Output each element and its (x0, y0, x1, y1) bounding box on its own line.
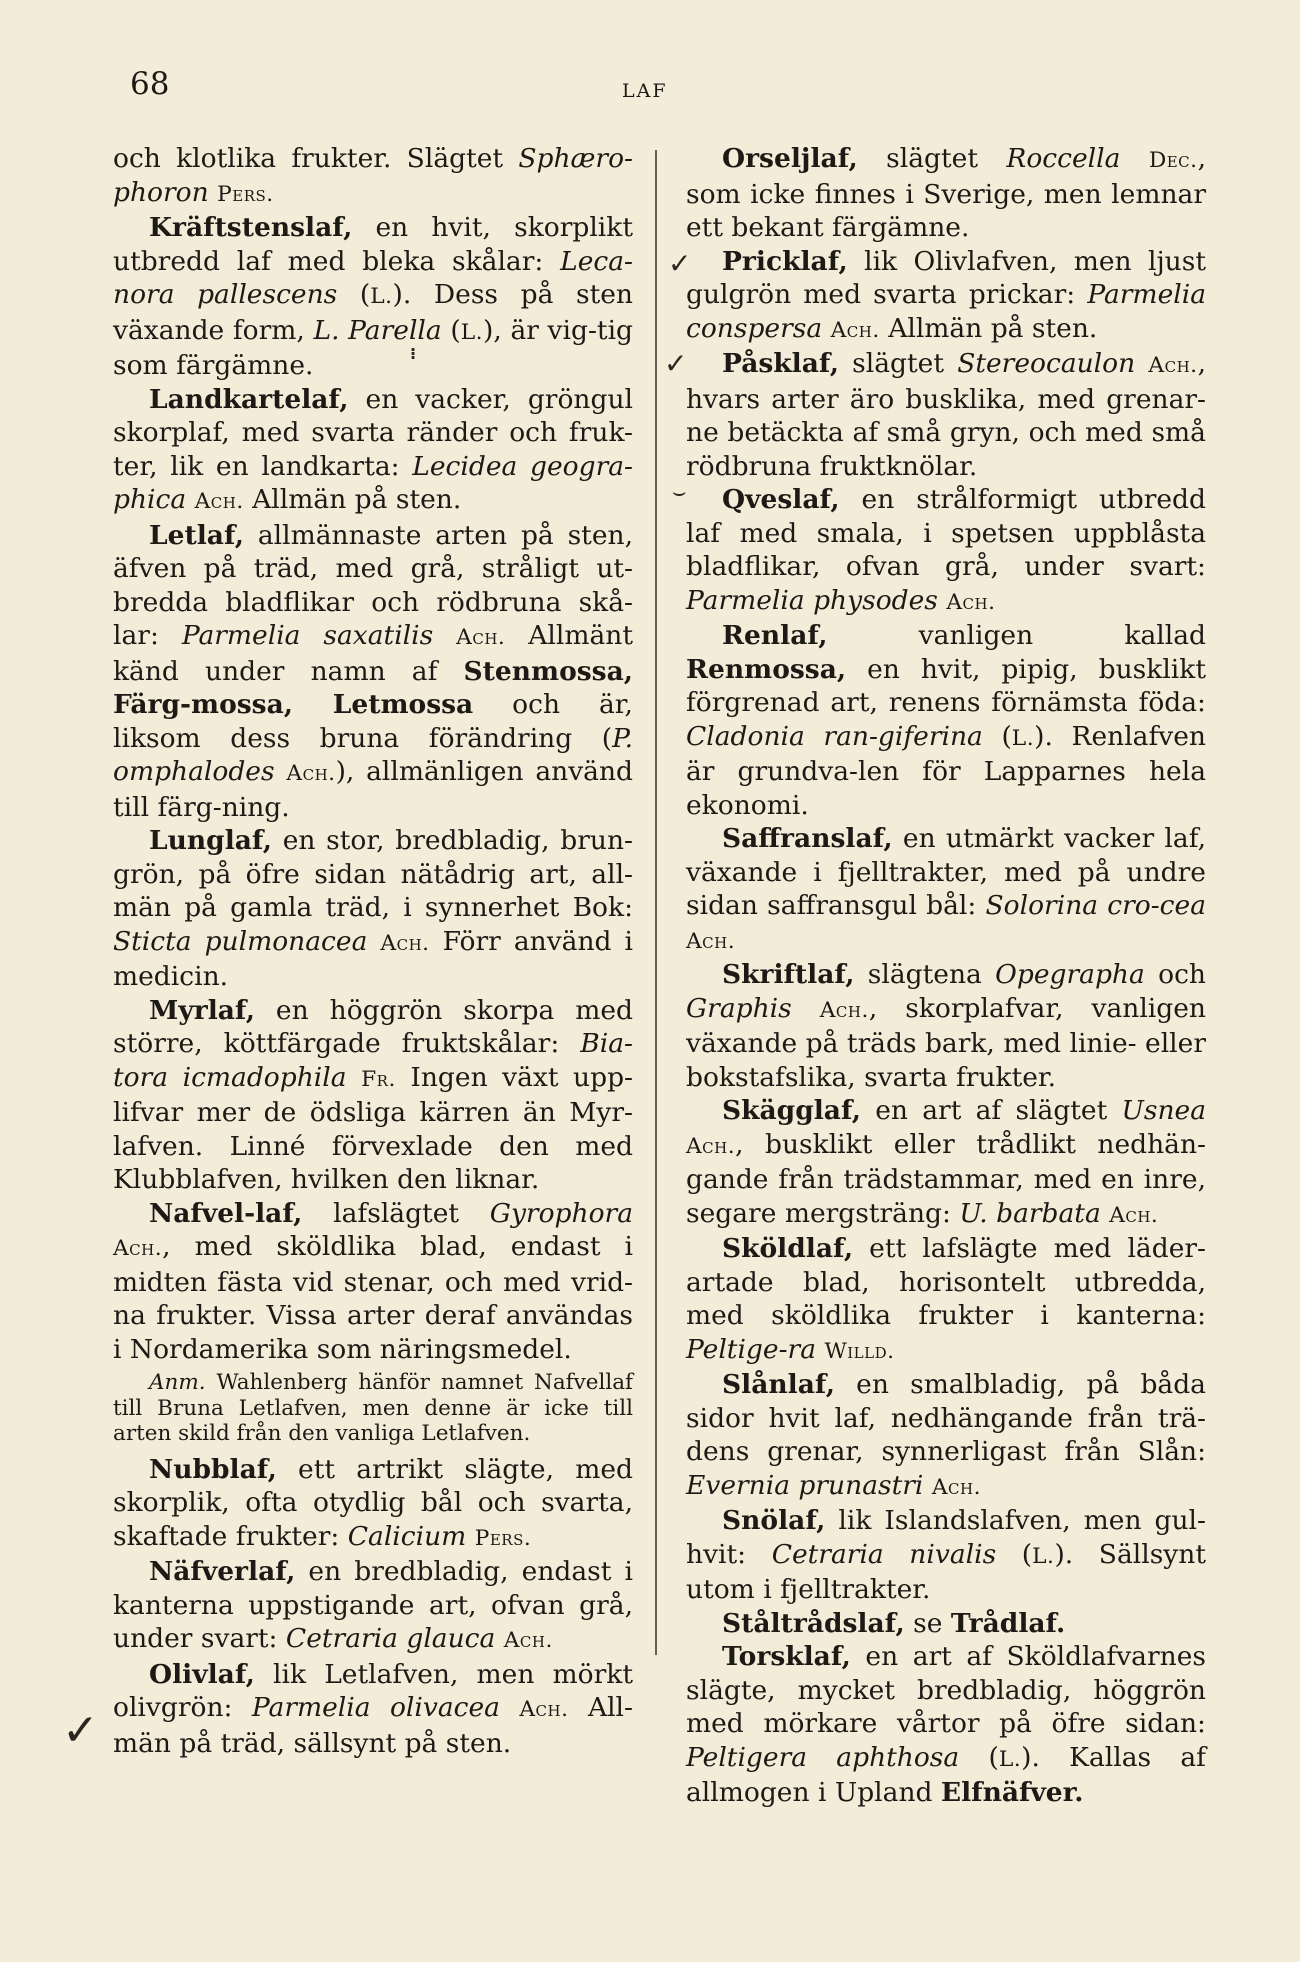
entry-text: ( (337, 279, 371, 310)
author-abbrev: Ach. (931, 1474, 981, 1500)
entry-text: All-män på träd, sällsynt på sten. (113, 1692, 633, 1759)
dictionary-entry (686, 1232, 1206, 1368)
entry-text: ). Kallas af allmogen i Upland (686, 1741, 1206, 1808)
headword: Påsklaf, (722, 348, 839, 379)
species-name: Cladonia ran-giferina (686, 720, 983, 752)
entry-text (495, 1623, 503, 1654)
author-abbrev: Ach. (1109, 1202, 1159, 1228)
headword: Snölaf, (722, 1505, 826, 1536)
dictionary-entry (686, 1094, 1206, 1232)
headword: Renlaf, (722, 620, 828, 651)
entry-text: lik Olivlafven, men ljust gulgrön med svarta prickar: (686, 245, 1206, 310)
headword: Myrlaf, (149, 994, 255, 1026)
entry-text (822, 313, 830, 344)
entry-text: ). Dess på sten växande form, (113, 279, 633, 346)
entry-text (209, 177, 217, 208)
author-abbrev: L. (1032, 1543, 1055, 1569)
entry-text: en utmärkt vacker laf, växande i fjelltrakter, med på undre sidan saffransgul bål: (686, 823, 1206, 921)
author-abbrev: Ach. (1148, 353, 1198, 378)
pen-mark-icon: ⌣ (672, 480, 687, 505)
author-abbrev: L. (1011, 725, 1035, 751)
entry-text: ). Sällsynt utom i fjelltrakter. (686, 1538, 1206, 1605)
entry-text: , som icke finnes i Sverige, men lemnar ett bekant färgämne. (686, 143, 1206, 243)
species-name: Gyrophora (489, 1197, 633, 1229)
author-abbrev: Willd. (824, 1338, 895, 1364)
headword: Slånlaf, (722, 1369, 835, 1400)
entry-text: och (1144, 959, 1206, 990)
entry-text: slägtena (854, 959, 996, 990)
entry-text (923, 1470, 931, 1501)
species-name: Cetraria glauca (285, 1623, 496, 1654)
entry-text: en bredbladig, endast i kanterna uppstigande art, ofvan grå, under svart: (113, 1556, 633, 1654)
entry-text: lik Islandslafven, men gul-hvit: (686, 1505, 1206, 1570)
entry-text: Förr använd i medicin. (113, 925, 633, 992)
headword: Olivlaf, (149, 1658, 255, 1690)
author-abbrev: Ach. (686, 1133, 736, 1159)
entry-text: Allmän på sten. (879, 312, 1098, 344)
entry-text: en art af slägtet (861, 1095, 1122, 1126)
species-name: Peltigera aphthosa (686, 1741, 960, 1773)
dictionary-entry (113, 994, 633, 1197)
checkmark-icon: ✓ (668, 247, 692, 280)
headword: Lunglaf, (149, 825, 272, 856)
entry-text: lik Letlafven, men mörkt olivgrön: (113, 1658, 633, 1723)
headword: Kräftstenslaf, (149, 212, 353, 243)
entry-text: Allmän på sten. (243, 484, 462, 515)
entry-text: Allmänt känd under namn af (113, 620, 633, 687)
entry-text: en höggrön skorpa med större, köttfärgade fruktskålar: (113, 994, 633, 1059)
species-name: Leca-nora pallescens (113, 245, 633, 310)
entry-text: en art af Sköldlafvarnes slägte, mycket bredbladig, höggrön med mörkare vårtor på öfre sidan: (686, 1641, 1206, 1739)
headword: Trådlaf. (950, 1607, 1066, 1639)
dictionary-entry (686, 1504, 1206, 1607)
dictionary-entry (686, 822, 1206, 958)
headword: Stenmossa, Färg-mossa, Letmossa (113, 655, 633, 720)
dictionary-entry (686, 1368, 1206, 1504)
annotation (113, 1370, 633, 1447)
entry-text (433, 620, 456, 651)
species-name: Calicium (347, 1520, 467, 1552)
headword: Nubblaf, (149, 1453, 277, 1485)
entry-text (1120, 143, 1148, 174)
entry-text: ( (996, 1538, 1033, 1570)
dictionary-entry (686, 347, 1206, 483)
species-name: Evernia prunastri (686, 1469, 924, 1501)
author-abbrev: Pers. (474, 1525, 532, 1551)
dictionary-entry (686, 958, 1206, 1094)
species-name: Sphæro-phoron (113, 143, 633, 208)
author-abbrev: Dec. (1148, 148, 1198, 173)
entry-text (1101, 1198, 1109, 1229)
author-abbrev: Ach. (819, 997, 869, 1023)
entry-text: ett artrikt slägte, med skorplik, ofta otydlig bål och svarta, skaftade frukter: (113, 1453, 633, 1552)
species-name: Usnea (1121, 1095, 1206, 1126)
entry-text: ( (982, 720, 1012, 752)
author-abbrev: Fr. (361, 1066, 396, 1092)
entry-text: en stor, bredbladig, brun-grön, på öfre sidan nätådrig art, all-män på gamla träd, i synnerhet Bok: (113, 825, 633, 923)
species-name: U. barbata (959, 1197, 1101, 1229)
species-name: L. Parella (313, 314, 442, 346)
author-abbrev: Ach. (946, 589, 996, 615)
entry-text: , hvars arter äro busklika, med grenar-ne betäckta af små gryn, och med små rödbruna fruktknölar. (686, 348, 1206, 482)
entry-text (466, 1521, 474, 1552)
entry-text: ( (959, 1741, 999, 1773)
author-abbrev: Ach. (380, 930, 430, 956)
entry-text (275, 756, 287, 787)
species-name: Parmelia physodes (686, 584, 938, 616)
entry-text (500, 1692, 519, 1723)
entry-text: ). Renlafven är grundva-len för Lapparnes hela ekonomi. (686, 720, 1206, 821)
author-abbrev: Ach. (503, 1628, 553, 1653)
headword: Elfnäfver. (940, 1777, 1084, 1808)
headword: Saffranslaf, (722, 823, 893, 854)
dictionary-entry (113, 1197, 633, 1367)
entry-text: en hvit, skorplikt utbredd laf med bleka skålar: (113, 212, 633, 277)
author-abbrev: Ach. (686, 928, 736, 954)
running-head: LAF (622, 80, 668, 102)
headword: Orseljlaf, (722, 143, 858, 174)
headword: Sköldlaf, (722, 1233, 854, 1264)
entry-text: ( (441, 314, 461, 346)
entry-text (347, 1062, 362, 1093)
dictionary-entry (686, 245, 1206, 348)
headword: Landkartelaf, (149, 383, 349, 415)
entry-text: allmännaste arten på sten, äfven på träd, med grå, stråligt ut-bredda bladflikar och rödbruna skå-lar: (113, 519, 633, 651)
dictionary-entry (113, 824, 633, 994)
entry-text: och är, liksom dess bruna förändring ( (113, 689, 633, 754)
entry-text: ), är vig-tig som färgämne. (113, 314, 634, 381)
species-name: Cetraria nivalis (771, 1538, 997, 1570)
species-name: Lecidea geogra-phica (113, 450, 634, 515)
entry-text: ett lafslägte med läder-artade blad, horisontelt utbredda, med sköldlika frukter i kanterna: (686, 1233, 1206, 1331)
entry-text: ), allmänligen använd till färg-ning. (113, 756, 633, 823)
dictionary-entry (686, 142, 1206, 245)
species-name: Roccella (1006, 143, 1121, 174)
author-abbrev: Ach. (286, 761, 336, 786)
entry-text: Wahlenberg hänför namnet Nafvellaf till Bruna Letlafven, men denne är icke till arten skild från den vanliga Letlafven. (113, 1370, 633, 1446)
species-name: Opegrapha (995, 959, 1145, 990)
species-name: Parmelia conspersa (686, 279, 1206, 344)
author-abbrev: Ach. (519, 1697, 569, 1722)
author-abbrev: Pers. (217, 181, 274, 207)
entry-text: och klotlika frukter. Slägtet (113, 143, 519, 174)
species-name: Stereocaulon (957, 348, 1136, 379)
dictionary-entry (686, 1640, 1206, 1810)
entry-text: , skorplafvar, vanligen växande på träds bark, med linie- eller bokstafslika, svarta frukter. (686, 992, 1207, 1093)
headword: Ståltrådslaf, (722, 1607, 905, 1639)
entry-text: Ingen växt upp-lifvar mer de ödsliga kärren än Myr-lafven. Linné förvexlade den med Klubblafven, hvilken den liknar. (113, 1061, 633, 1195)
left-column (113, 142, 633, 1760)
author-abbrev: Ach. (113, 1236, 163, 1261)
checkmark-icon: ✓ (62, 1705, 99, 1756)
species-name: Parmelia saxatilis (181, 620, 434, 651)
dictionary-entry (686, 1607, 1206, 1641)
page-number: 68 (130, 66, 170, 102)
author-abbrev: L. (998, 1746, 1022, 1772)
dictionary-entry (113, 1658, 633, 1761)
entry-text: slägtet (838, 348, 958, 379)
author-abbrev: Ach. (456, 625, 506, 650)
author-abbrev: Ach. (194, 489, 244, 514)
headword: Näfverlaf, (149, 1556, 296, 1587)
entry-text: , busklikt eller trådlikt nedhän-gande från trädstammar, med en inre, segare mergsträng: (686, 1128, 1206, 1229)
headword: Qveslaf, (722, 484, 840, 515)
author-abbrev: Ach. (830, 317, 880, 343)
species-name: Peltige-ra (686, 1333, 816, 1365)
species-name: Solorina cro-cea (985, 890, 1206, 921)
headword: Skägglaf, (722, 1095, 862, 1126)
entry-text: slägtet (857, 143, 1007, 174)
dictionary-entry (686, 483, 1206, 619)
headword: Letlaf, (149, 519, 245, 551)
species-name: Sticta pulmonacea (113, 925, 368, 957)
entry-text (792, 993, 820, 1024)
species-name: Parmelia olivacea (251, 1692, 500, 1723)
right-column (686, 142, 1206, 1810)
headword: Skriftlaf, (722, 959, 855, 990)
headword: Nafvel-laf, (149, 1197, 303, 1229)
entry-text: en strålformigt utbredd laf med smala, i spetsen uppblåsta bladflikar, ofvan grå, under svart: (686, 484, 1206, 582)
species-name: Anm. (149, 1370, 206, 1395)
entry-text (186, 484, 194, 515)
entry-text: en hvit, pipig, busklikt förgrenad art, renens förnämsta föda: (686, 653, 1206, 718)
column-divider (655, 150, 657, 1655)
headword: Renmossa, (686, 653, 847, 685)
author-abbrev: L. (460, 319, 484, 345)
author-abbrev: L. (370, 284, 393, 309)
species-name: Bia-tora icmadophila (113, 1028, 633, 1093)
entry-text: se (904, 1607, 951, 1639)
entry-text: vanligen kallad (827, 620, 1206, 651)
dictionary-entry (113, 211, 633, 383)
species-name: Graphis (686, 992, 792, 1024)
species-name: P. omphalodes (113, 722, 633, 787)
checkmark-icon: ✓ (664, 347, 688, 380)
entry-text (367, 926, 380, 957)
dictionary-entry (113, 383, 633, 519)
dictionary-entry (686, 619, 1206, 822)
dictionary-entry (113, 519, 633, 825)
dictionary-entry (113, 142, 633, 211)
entry-text (1135, 348, 1148, 379)
dictionary-entry (113, 1453, 633, 1556)
entry-text: lafslägtet (302, 1197, 490, 1229)
entry-text: en smalbladig, på båda sidor hvit laf, nedhängande från trä-dens grenar, synnerligast från Slån: (686, 1369, 1206, 1467)
ink-mark-icon: ⁝ (410, 344, 417, 363)
headword: Pricklaf, (722, 245, 848, 277)
entry-text: , med sköldlika blad, endast i midten fästa vid stenar, och med vrid-na frukter. Vissa arter deraf användas i Nordamerika som näringsmedel. (113, 1231, 633, 1365)
headword: Torsklaf, (722, 1641, 851, 1672)
entry-text: en vacker, gröngul skorplaf, med svarta ränder och fruk-ter, lik en landkarta: (113, 383, 633, 482)
dictionary-entry (113, 1555, 633, 1658)
